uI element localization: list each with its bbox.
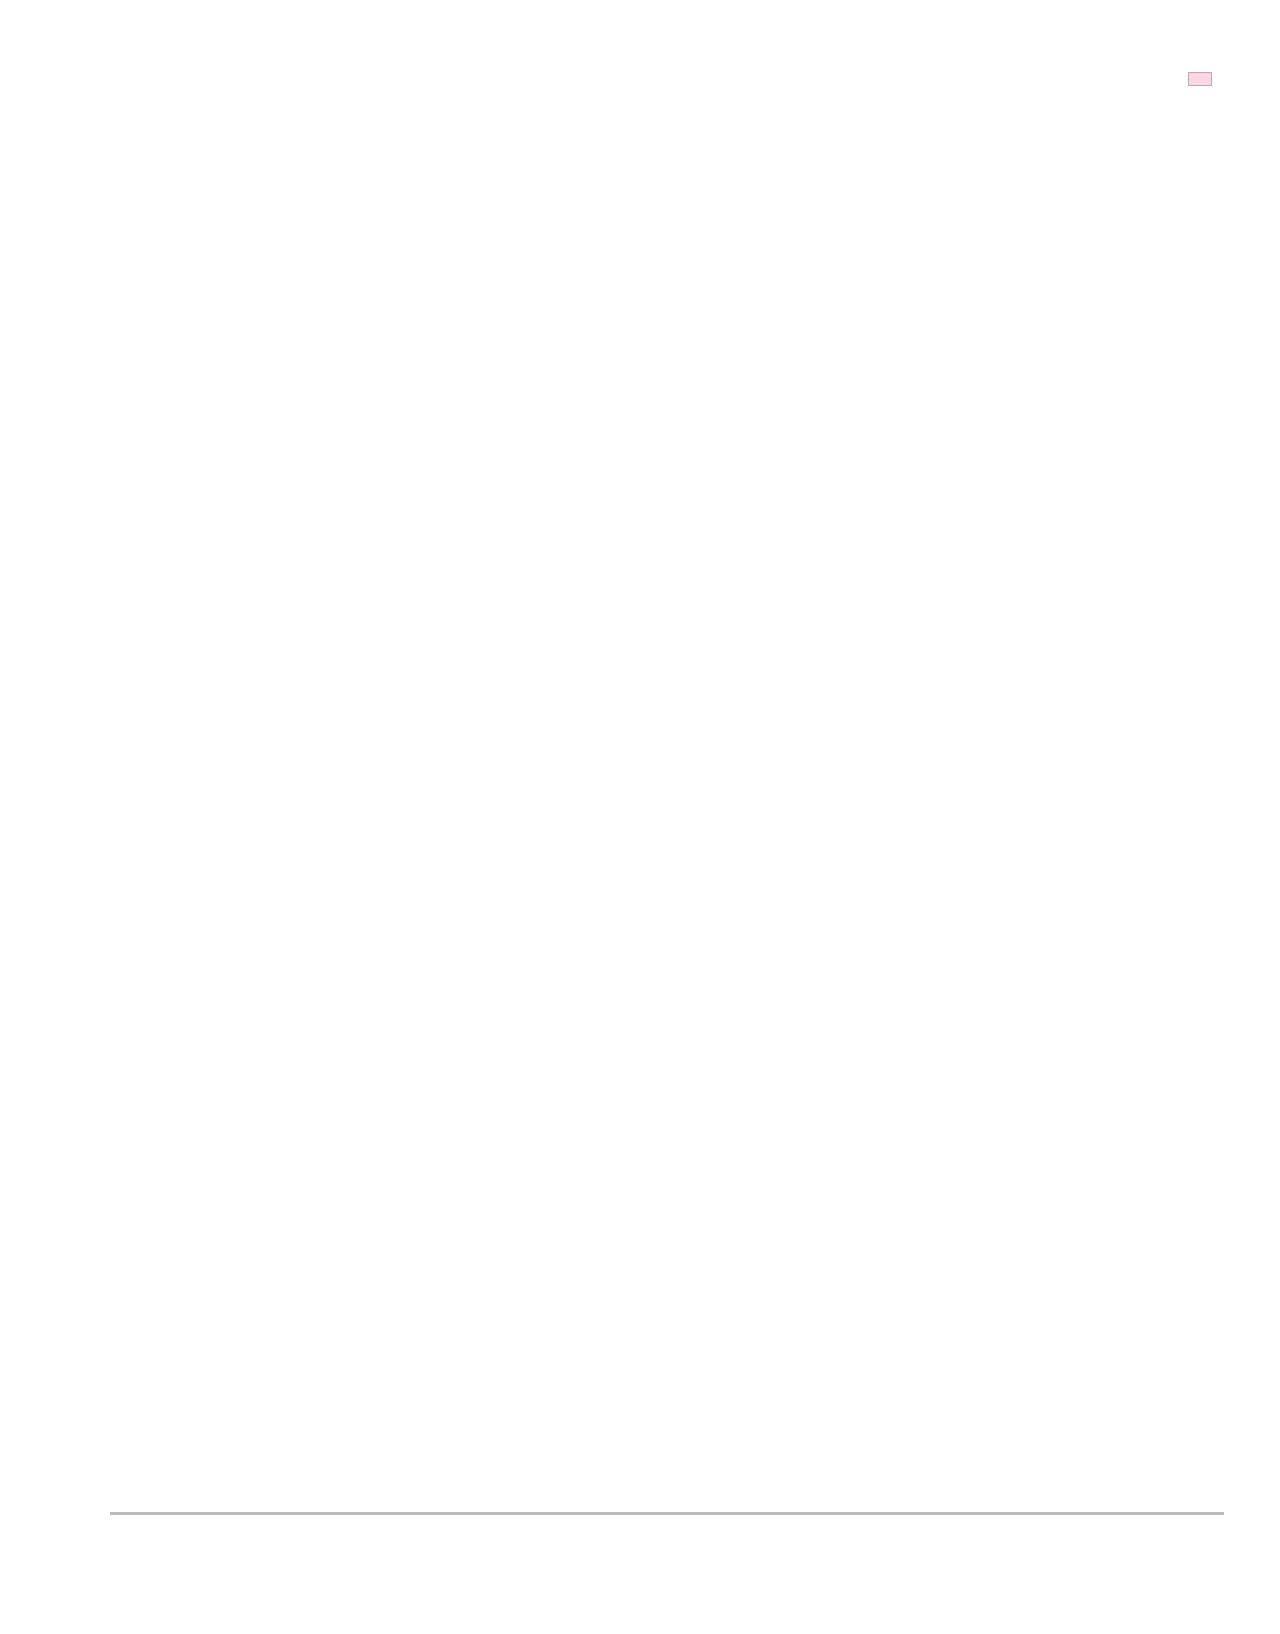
pink-swatch [1188, 72, 1212, 86]
bottom-divider [110, 1512, 1224, 1515]
size-price-note [1188, 72, 1218, 86]
